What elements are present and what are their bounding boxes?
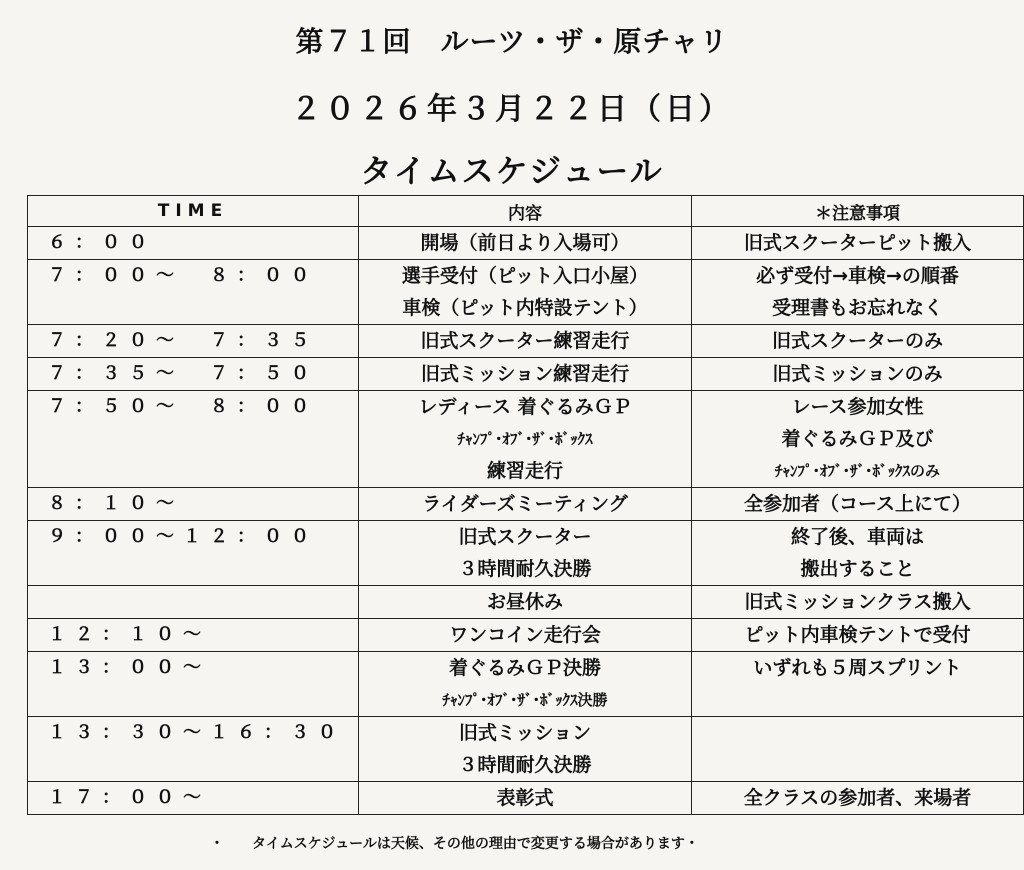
content-line: レディース 着ぐるみＧＰ <box>418 396 632 418</box>
cell-content <box>359 391 692 488</box>
cell-notes <box>692 652 1024 717</box>
content-line: ワンコイン走行会 <box>449 624 601 646</box>
table-row <box>28 619 1024 652</box>
content-line: 練習走行 <box>486 460 563 482</box>
table-row <box>28 488 1024 521</box>
cell-content <box>359 782 692 815</box>
notes-line: 搬出すること <box>800 558 915 580</box>
cell-time <box>28 358 359 391</box>
table-row <box>28 227 1024 260</box>
content-line: 旧式ミッション <box>458 722 592 744</box>
cell-time <box>28 260 359 325</box>
cell-notes <box>692 260 1024 325</box>
content-line: ３時間耐久決勝 <box>458 754 592 776</box>
time-text: １３：３０～１６：３０ <box>48 722 345 743</box>
table-row <box>28 586 1024 619</box>
cell-notes <box>692 782 1024 815</box>
cell-content <box>359 358 692 391</box>
table-row <box>28 717 1024 782</box>
schedule-table <box>27 195 1024 815</box>
cell-time <box>28 652 359 717</box>
content-line: 旧式スクーター <box>458 526 592 548</box>
header-content: 内容 <box>359 196 692 227</box>
schedule-body <box>28 227 1024 815</box>
header-time: TIME <box>28 196 359 227</box>
footnote <box>210 833 699 853</box>
time-text: １７：００～ <box>48 787 210 808</box>
cell-time <box>28 717 359 782</box>
time-text: ９：００～１２：００ <box>48 526 318 547</box>
table-header-row <box>28 196 1024 227</box>
content-line: 表彰式 <box>496 787 554 809</box>
notes-line: 旧式ミッションクラス搬入 <box>744 591 971 613</box>
cell-time <box>28 782 359 815</box>
notes-line: 旧式ミッションのみ <box>772 363 943 385</box>
cell-content <box>359 652 692 717</box>
content-line: お昼休み <box>486 591 563 613</box>
cell-time <box>28 325 359 358</box>
table-row <box>28 325 1024 358</box>
header-notes: ＊注意事項 <box>692 196 1024 227</box>
cell-content <box>359 521 692 586</box>
notes-line: ピット内車検テントで受付 <box>744 624 971 646</box>
cell-notes <box>692 391 1024 488</box>
notes-line: 全参加者（コース上にて） <box>743 493 972 515</box>
cell-content <box>359 717 692 782</box>
table-row <box>28 358 1024 391</box>
notes-line: 着ぐるみＧＰ及び <box>781 428 934 450</box>
time-text: １２：１０～ <box>48 624 210 645</box>
time-text: ７：５０～ ８：００ <box>48 396 318 417</box>
time-text: ７：００～ ８：００ <box>48 265 318 286</box>
event-date: ２０２６年３月２２日（日） <box>291 92 733 127</box>
time-text: ８：１０～ <box>48 493 183 514</box>
notes-line: レース参加女性 <box>791 396 924 418</box>
table-row <box>28 521 1024 586</box>
footnote-text: タイムスケジュールは天候、その他の理由で変更する場合があります・ <box>252 836 699 852</box>
cell-notes <box>692 227 1024 260</box>
cell-content <box>359 227 692 260</box>
content-line: 旧式スクーター練習走行 <box>420 330 630 352</box>
time-text: ６：００ <box>48 232 156 253</box>
cell-notes <box>692 488 1024 521</box>
cell-time <box>28 619 359 652</box>
content-line: ライダーズミーティング <box>422 493 628 515</box>
cell-time <box>28 488 359 521</box>
cell-notes <box>692 717 1024 782</box>
table-row <box>28 652 1024 717</box>
time-text: ７：３５～ ７：５０ <box>48 363 318 384</box>
cell-notes <box>692 586 1024 619</box>
footnote-bullet: ・ <box>210 836 224 852</box>
cell-notes <box>692 619 1024 652</box>
event-title: 第７１回 ルーツ・ザ・原チャリ <box>295 25 729 58</box>
cell-notes <box>692 521 1024 586</box>
content-line: ﾁｬﾝﾌﾟ･ｵﾌﾞ･ｻﾞ･ﾎﾞｯｸｽ決勝 <box>442 691 608 709</box>
table-row <box>28 391 1024 488</box>
content-line: ﾁｬﾝﾌﾟ･ｵﾌﾞ･ｻﾞ･ﾎﾞｯｸｽ <box>457 430 593 448</box>
notes-line: 受理書もお忘れなく <box>771 297 943 319</box>
content-line: ３時間耐久決勝 <box>458 558 592 580</box>
cell-content <box>359 586 692 619</box>
notes-line: 全クラスの参加者、来場者 <box>743 787 972 809</box>
content-line: 着ぐるみＧＰ決勝 <box>448 657 601 679</box>
cell-content <box>359 260 692 325</box>
content-line: 車検（ピット内特設テント） <box>402 297 648 319</box>
cell-notes <box>692 358 1024 391</box>
notes-line: いずれも５周スプリント <box>753 657 962 679</box>
content-line: 旧式ミッション練習走行 <box>420 363 630 385</box>
cell-content <box>359 619 692 652</box>
content-line: 選手受付（ピット入口小屋） <box>401 265 649 287</box>
content-line: 開場（前日より入場可） <box>420 232 630 254</box>
notes-line: 旧式スクーターのみ <box>771 330 943 352</box>
notes-line: 終了後、車両は <box>790 526 924 548</box>
cell-time <box>28 521 359 586</box>
notes-line: 必ず受付→車検→の順番 <box>756 265 959 287</box>
time-text: ７：２０～ ７：３５ <box>48 330 318 351</box>
schedule-heading: タイムスケジュール <box>360 152 664 190</box>
time-text <box>28 586 358 618</box>
table-row <box>28 260 1024 325</box>
cell-content <box>359 325 692 358</box>
cell-time <box>28 586 359 619</box>
cell-time <box>28 227 359 260</box>
notes-line: 旧式スクーターピット搬入 <box>743 232 972 254</box>
cell-time <box>28 391 359 488</box>
notes-line: ﾁｬﾝﾌﾟ･ｵﾌﾞ･ｻﾞ･ﾎﾞｯｸｽのみ <box>774 462 940 480</box>
table-row <box>28 782 1024 815</box>
cell-content <box>359 488 692 521</box>
time-text: １３：００～ <box>48 657 210 678</box>
cell-notes <box>692 325 1024 358</box>
